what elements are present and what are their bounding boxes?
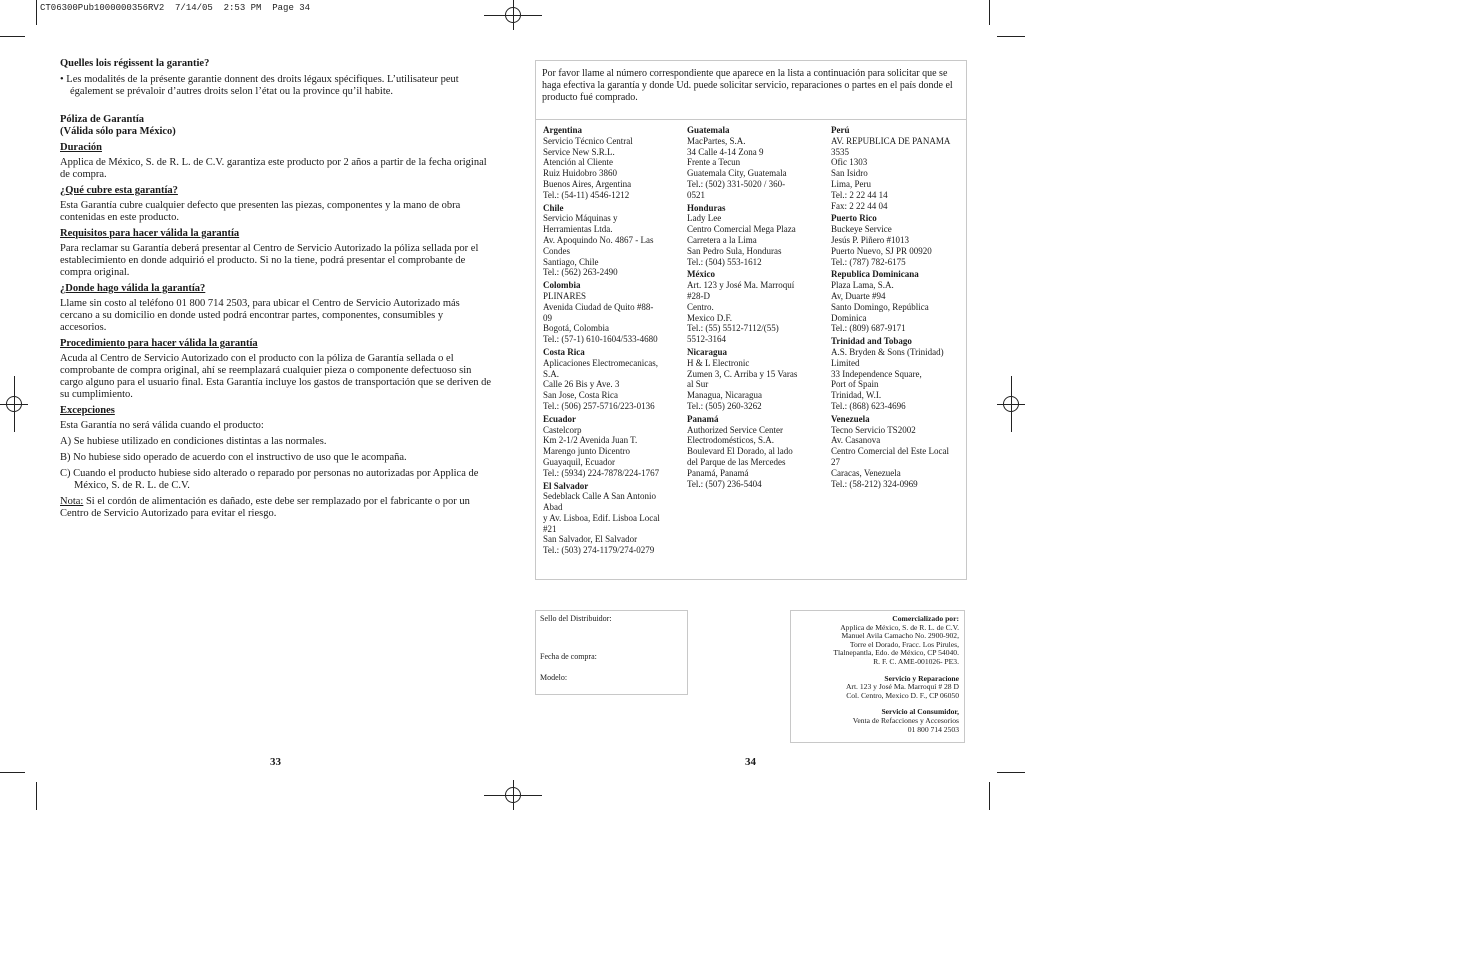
- address-line: PLINARES: [543, 290, 587, 301]
- info-line: R. F. C. AME-001026- PE3.: [873, 656, 959, 666]
- donde-text: Llame sin costo al teléfono 01 800 714 2503, para ubicar el Centro de Servicio Autorizado más cercano a su domicilio en donde usted podrá encontrar partes, componentes, consumibles y accesorios.: [60, 298, 460, 333]
- poliza-subtitle: (Válida sólo para México): [60, 126, 176, 137]
- address-line: Guatemala City, Guatemala: [687, 168, 787, 179]
- info-line: 01 800 714 2503: [907, 724, 959, 734]
- country-name: Panamá: [687, 413, 719, 424]
- address-line: Authorized Service Center: [687, 424, 783, 435]
- address-line: Tel.: (5934) 224-7878/224-1767: [543, 467, 660, 478]
- address-line: Centro.: [687, 301, 714, 312]
- marketed-by-box: [790, 610, 965, 743]
- service-center-entry: [543, 125, 681, 201]
- address-line: Centro Comercial Mega Plaza: [687, 224, 796, 235]
- address-line: al Sur: [687, 379, 709, 390]
- poliza-title: Póliza de Garantía: [60, 114, 144, 125]
- duracion-text: Applica de México, S. de R. L. de C.V. garantiza este producto por 2 años a partir de la fecha original de compra.: [60, 157, 487, 180]
- address-line: AV. REPUBLICA DE PANAMA: [831, 135, 951, 146]
- nota-paragraph: [60, 496, 492, 520]
- procedimiento-text: Acuda al Centro de Servicio Autorizado con el producto con la póliza de Garantía sellada o el comprobante de compra original, ahí se reemplazará cualquier pieza o componente defectuoso sin cargo alguno para el usuario final. Esta Garantía incluye los gastos de transportación que se deriven de su cumplimiento.: [60, 353, 492, 400]
- address-line: Santiago, Chile: [543, 256, 599, 267]
- address-line: Tel.: (55) 5512-7112/(55): [687, 323, 779, 334]
- nota-text: Si el cordón de alimentación es dañado, este debe ser remplazado por el fabricante o por un Centro de Servicio Autorizado para evitar el riesgo.: [60, 496, 470, 519]
- service-heading: Servicio y Reparacione: [884, 673, 959, 683]
- marketed-heading: Comercializado por:: [892, 614, 959, 623]
- address-line: Fax: 2 22 44 04: [831, 200, 888, 211]
- address-line: San Jose, Costa Rica: [543, 390, 618, 401]
- address-line: Buenos Aires, Argentina: [543, 178, 632, 189]
- address-line: Castelcorp: [543, 424, 582, 435]
- address-line: Tel.: (809) 687-9171: [831, 323, 906, 334]
- country-name: Colombia: [543, 280, 581, 291]
- service-center-entry: [831, 414, 969, 490]
- procedimiento-heading: Procedimiento para hacer válida la garantía: [60, 338, 258, 349]
- address-line: Guayaquil, Ecuador: [543, 456, 615, 467]
- address-line: 0521: [687, 189, 705, 200]
- address-line: Tel.: (505) 260-3262: [687, 400, 762, 411]
- service-center-entry: [831, 336, 969, 412]
- address-line: Servicio Técnico Central: [543, 135, 633, 146]
- info-line: Col. Centro, Mexico D. F., CP 06050: [846, 690, 959, 700]
- address-line: 27: [831, 456, 840, 467]
- service-center-entry: [543, 203, 681, 279]
- address-line: Caracas, Venezuela: [831, 467, 901, 478]
- address-line: Calle 26 Bis y Ave. 3: [543, 379, 620, 390]
- address-line: Avenida Ciudad de Quito #88-: [543, 301, 654, 312]
- address-line: Centro Comercial del Este Local: [831, 446, 949, 457]
- address-line: Limited: [831, 357, 860, 368]
- address-line: Electrodomésticos, S.A.: [687, 435, 774, 446]
- fecha-label: Fecha de compra:: [540, 652, 597, 661]
- address-line: A.S. Bryden & Sons (Trinidad): [831, 346, 944, 357]
- country-name: Honduras: [687, 202, 726, 213]
- info-line: Venta de Refacciones y Accesorios: [852, 715, 959, 725]
- service-center-entry: [543, 280, 681, 345]
- address-line: Ruiz Huidobro 3860: [543, 168, 617, 179]
- country-name: Republica Dominicana: [831, 269, 919, 280]
- address-line: Zumen 3, C. Arriba y 15 Varas: [687, 368, 798, 379]
- address-line: Tel.: (504) 553-1612: [687, 256, 762, 267]
- address-line: Tel.: (502) 331-5020 / 360-: [687, 178, 786, 189]
- sello-label: Sello del Distribuidor:: [540, 614, 612, 623]
- requisitos-heading: Requisitos para hacer válida la garantía: [60, 228, 240, 239]
- address-line: Tecno Servicio TS2002: [831, 424, 916, 435]
- address-line: Av. Casanova: [831, 435, 881, 446]
- address-line: del Parque de las Mercedes: [687, 456, 786, 467]
- address-line: Carretera a la Lima: [687, 234, 757, 245]
- service-lines: [795, 683, 959, 700]
- address-line: Tel.: (506) 257-5716/223-0136: [543, 400, 655, 411]
- address-line: Plaza Lama, S.A.: [831, 280, 894, 291]
- address-line: Km 2-1/2 Avenida Juan T.: [543, 435, 638, 446]
- address-line: 09: [543, 312, 552, 323]
- service-intro: Por favor llame al número correspondiente que aparece en la lista a continuación para solicitar que se haga efectiva la garantía y donde Ud. puede solicitar servicio, reparaciones o partes en el país donde el producto fué comprado.: [542, 68, 953, 103]
- french-warranty-heading: Quelles lois régissent la garantie?: [60, 58, 210, 69]
- address-line: Tel.: (507) 236-5404: [687, 478, 762, 489]
- address-line: Herramientas Ltda.: [543, 224, 613, 235]
- cubre-text: Esta Garantía cubre cualquier defecto que presenten las piezas, componentes y la mano de obra contenidas en este producto.: [60, 200, 461, 223]
- page-number-left: 33: [270, 756, 281, 768]
- country-name: Trinidad and Tobago: [831, 336, 912, 347]
- service-center-entry: [687, 347, 825, 412]
- address-line: H & L Electronic: [687, 357, 750, 368]
- divider: [536, 119, 966, 120]
- address-line: Jesús P. Piñero #1013: [831, 234, 910, 245]
- address-line: Santo Domingo, República: [831, 301, 929, 312]
- info-line: Torre el Dorado, Fracc. Los Pirules,: [849, 639, 959, 649]
- modelo-label: Modelo:: [540, 673, 568, 682]
- address-line: Puerto Nuevo, SJ PR 00920: [831, 245, 932, 256]
- service-center-entry: [831, 213, 969, 267]
- address-line: Port of Spain: [831, 379, 879, 390]
- address-line: Dominica: [831, 312, 867, 323]
- country-name: México: [687, 269, 715, 280]
- print-slug: CT06300Pub1000000356RV2 7/14/05 2:53 PM Page 34: [40, 3, 311, 13]
- country-name: Perú: [831, 125, 850, 135]
- address-line: Condes: [543, 245, 570, 256]
- address-line: Lima, Peru: [831, 178, 871, 189]
- exception-c: C) Cuando el producto hubiese sido alterado o reparado por personas no autorizadas por Applica de México, S. de R. L. de C.V.: [60, 468, 479, 491]
- country-name: Chile: [543, 202, 564, 213]
- service-center-entry: [543, 414, 681, 479]
- address-line: Tel.: (57-1) 610-1604/533-4680: [543, 334, 658, 345]
- address-line: 5512-3164: [687, 334, 726, 345]
- address-line: San Pedro Sula, Honduras: [687, 245, 782, 256]
- address-line: Ofic 1303: [831, 157, 868, 168]
- address-line: y Av. Lisboa, Edif. Lisboa Local: [543, 512, 660, 523]
- address-line: Tel.: (58-212) 324-0969: [831, 478, 918, 489]
- service-center-entry: [687, 414, 825, 490]
- address-line: Service New S.R.L.: [543, 146, 615, 157]
- address-line: Bogotá, Colombia: [543, 323, 609, 334]
- nota-label: Nota:: [60, 496, 84, 507]
- warranty-text-page: [60, 58, 492, 522]
- service-center-entry: [687, 203, 825, 268]
- address-line: Buckeye Service: [831, 224, 892, 235]
- address-line: Av, Duarte #94: [831, 290, 886, 301]
- exception-b: B) No hubiese sido operado de acuerdo con el instructivo de uso que le acompaña.: [60, 452, 407, 463]
- address-line: Sedeblack Calle A San Antonio: [543, 491, 656, 502]
- country-name: Argentina: [543, 125, 582, 135]
- country-column-1: [543, 125, 681, 558]
- address-line: Abad: [543, 502, 563, 513]
- country-column-2: [687, 125, 825, 491]
- cubre-heading: ¿Qué cubre esta garantía?: [60, 185, 178, 196]
- consumer-lines: [795, 717, 959, 734]
- service-centers-box: [535, 60, 967, 580]
- address-line: Aplicaciones Electromecanicas,: [543, 357, 658, 368]
- address-line: Tel.: (54-11) 4546-1212: [543, 189, 630, 200]
- service-center-entry: [543, 347, 681, 412]
- country-name: El Salvador: [543, 480, 589, 491]
- address-line: #21: [543, 523, 557, 534]
- address-line: Boulevard El Dorado, al lado: [687, 446, 793, 457]
- address-line: San Salvador, El Salvador: [543, 534, 638, 545]
- address-line: San Isidro: [831, 168, 868, 179]
- service-center-entry: [831, 125, 969, 211]
- info-line: Tlalnepantla, Edo. de México, CP 54040.: [833, 648, 959, 658]
- country-name: Guatemala: [687, 125, 730, 135]
- service-center-entry: [543, 481, 681, 557]
- country-name: Ecuador: [543, 413, 577, 424]
- country-name: Puerto Rico: [831, 213, 877, 224]
- distributor-stamp-box: [535, 610, 688, 695]
- address-line: Trinidad, W.I.: [831, 390, 882, 401]
- address-line: Mexico D.F.: [687, 312, 733, 323]
- address-line: Servicio Máquinas y: [543, 213, 618, 224]
- address-line: 33 Independence Square,: [831, 368, 922, 379]
- country-name: Venezuela: [831, 413, 870, 424]
- address-line: Tel.: (868) 623-4696: [831, 400, 906, 411]
- country-name: Nicaragua: [687, 346, 727, 357]
- consumer-heading: Servicio al Consumidor,: [881, 707, 959, 717]
- address-line: 3535: [831, 146, 849, 157]
- excepciones-text: Esta Garantía no será válida cuando el producto:: [60, 420, 264, 431]
- address-line: Marengo junto Dicentro: [543, 446, 630, 457]
- address-line: Atención al Cliente: [543, 157, 613, 168]
- country-column-3: [831, 125, 969, 491]
- address-line: Panamá, Panamá: [687, 467, 749, 478]
- info-line: Art. 123 y José Ma. Marroquí # 28 D: [845, 682, 959, 692]
- duracion-heading: Duración: [60, 142, 102, 153]
- address-line: Tel.: (503) 274-1179/274-0279: [543, 545, 655, 556]
- address-line: #28-D: [687, 290, 710, 301]
- info-line: Manuel Avila Camacho No. 2900-902,: [841, 631, 959, 641]
- address-line: Tel.: (787) 782-6175: [831, 256, 906, 267]
- address-line: 34 Calle 4-14 Zona 9: [687, 146, 764, 157]
- address-line: Av. Apoquindo No. 4867 - Las: [543, 234, 654, 245]
- marketed-lines: [795, 624, 959, 667]
- requisitos-text: Para reclamar su Garantía deberá presentar al Centro de Servicio Autorizado la póliza sellada por el establecimiento en donde adquirió el producto. Si no la tiene, podrá presentar el comprobante de compra original.: [60, 243, 479, 278]
- address-line: Frente a Tecun: [687, 157, 741, 168]
- service-center-entry: [831, 269, 969, 334]
- exception-a: A) Se hubiese utilizado en condiciones distintas a las normales.: [60, 436, 327, 447]
- address-line: Tel.: (562) 263-2490: [543, 267, 618, 278]
- service-center-entry: [687, 269, 825, 345]
- info-line: Applica de México, S. de R. L. de C.V.: [840, 622, 959, 632]
- page-number-right: 34: [745, 756, 756, 768]
- country-name: Costa Rica: [543, 346, 585, 357]
- french-warranty-bullet: • Les modalités de la présente garantie donnent des droits légaux spécifiques. L’utilisateur peut également se prévaloir d’autres droits selon l’état ou la province qu’il habite.: [60, 74, 459, 97]
- address-line: Tel.: 2 22 44 14: [831, 189, 888, 200]
- address-line: Managua, Nicaragua: [687, 390, 762, 401]
- address-line: S.A.: [543, 368, 560, 379]
- excepciones-heading: Excepciones: [60, 405, 115, 416]
- address-line: MacPartes, S.A.: [687, 135, 746, 146]
- donde-heading: ¿Donde hago válida la garantía?: [60, 283, 206, 294]
- service-center-entry: [687, 125, 825, 201]
- address-line: Lady Lee: [687, 213, 722, 224]
- address-line: Art. 123 y José Ma. Marroquí: [687, 280, 795, 291]
